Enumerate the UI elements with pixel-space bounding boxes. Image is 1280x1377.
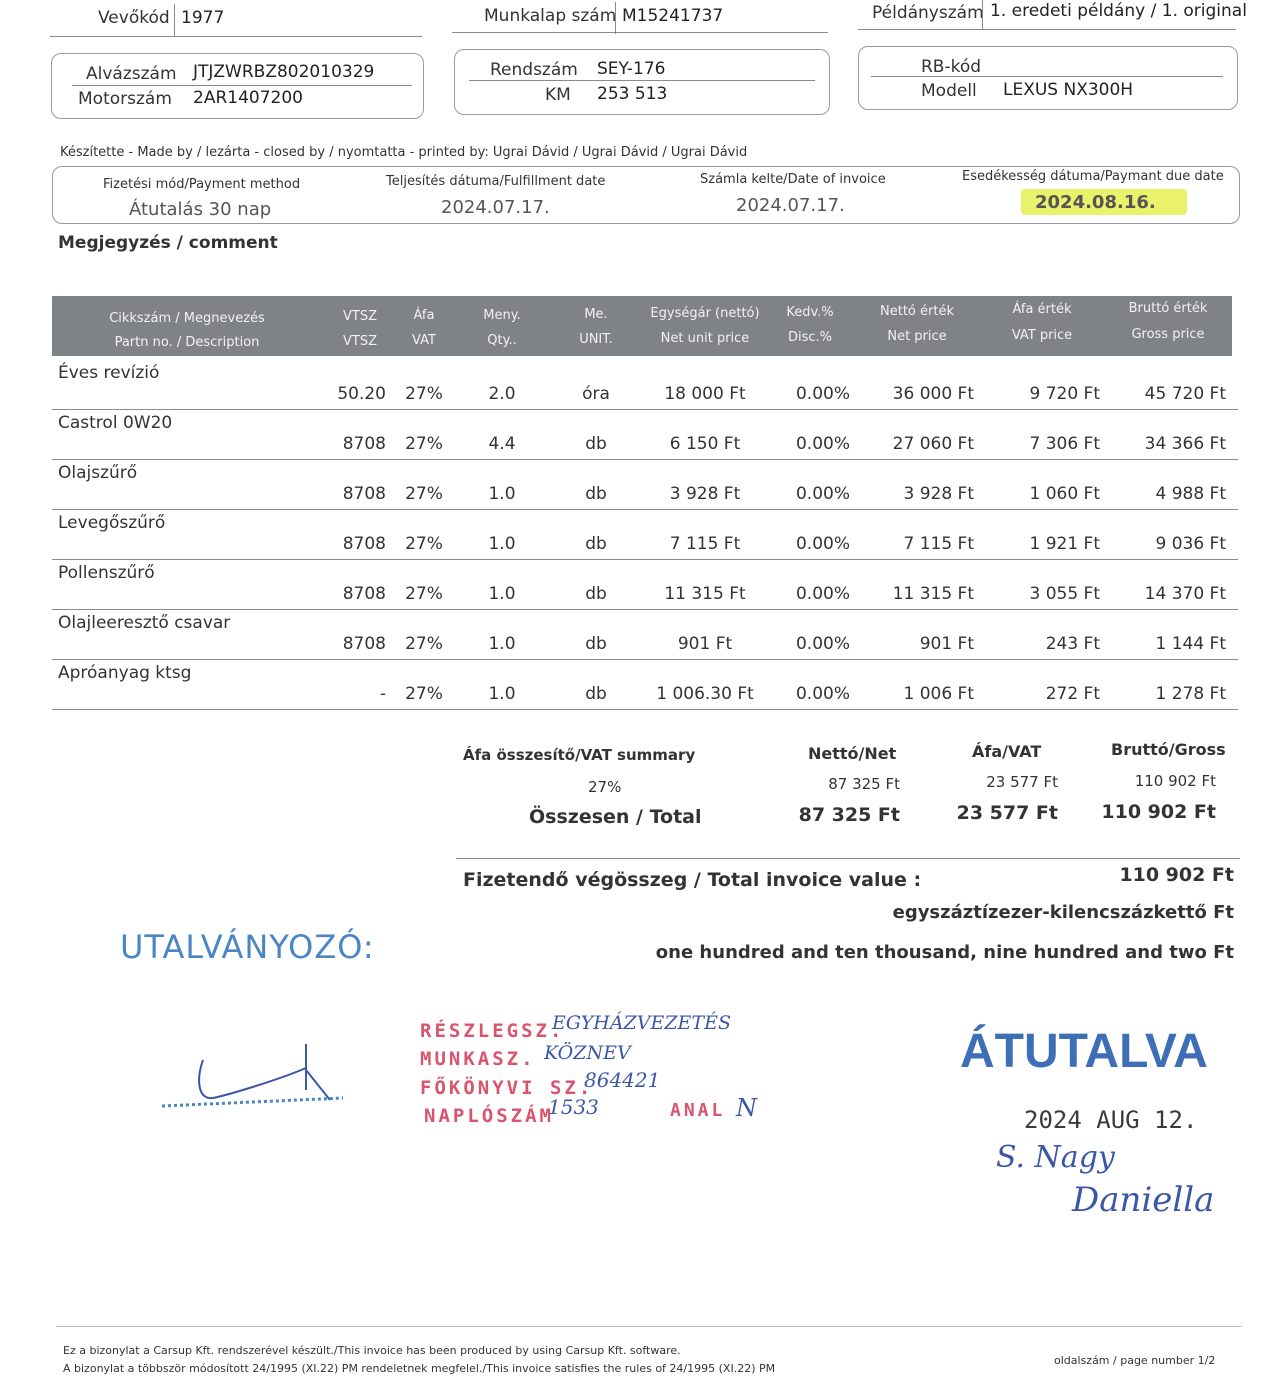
- item-gross: 34 366 Ft: [1144, 434, 1226, 454]
- item-unit: db: [585, 684, 607, 704]
- chassis-label: Alvázszám: [86, 64, 177, 84]
- item-net: 901 Ft: [919, 634, 974, 654]
- item-qty: 1.0: [488, 634, 516, 654]
- summary-rate-net: 87 325 Ft: [828, 775, 900, 793]
- payable-value: 110 902 Ft: [1119, 864, 1234, 886]
- item-description: Olajleeresztő csavar: [58, 613, 231, 633]
- col-unit-hu: Me.: [584, 307, 608, 322]
- item-vat-price: 3 055 Ft: [1029, 584, 1100, 604]
- item-gross: 1 144 Ft: [1155, 634, 1226, 654]
- due-date-value: 2024.08.16.: [1035, 192, 1156, 213]
- item-qty: 1.0: [488, 584, 516, 604]
- col-qty-en: Qty..: [487, 333, 517, 348]
- col-gross-hu: Bruttó érték: [1128, 301, 1208, 316]
- item-vtsz: 8708: [342, 584, 386, 604]
- item-vtsz: 8708: [342, 634, 386, 654]
- item-qty: 1.0: [488, 534, 516, 554]
- chassis-engine-box: [51, 53, 424, 119]
- col-net-en: Net price: [887, 329, 947, 344]
- underline: [469, 80, 815, 81]
- underline: [72, 85, 412, 86]
- summary-vat-header: Áfa/VAT: [972, 742, 1042, 761]
- summary-rate-vat: 23 577 Ft: [986, 773, 1058, 791]
- rb-code-label: RB-kód: [921, 57, 982, 77]
- payable-label: Fizetendő végösszeg / Total invoice value :: [463, 869, 922, 891]
- col-vtsz-hu: VTSZ: [343, 309, 377, 324]
- underline: [50, 36, 422, 37]
- payable-words-hu: egyszáztízezer-kilencszázkettő Ft: [892, 902, 1234, 923]
- item-vtsz: 8708: [342, 484, 386, 504]
- stamp-line-ledger: FŐKÖNYVI SZ.: [420, 1077, 594, 1099]
- item-vat-price: 9 720 Ft: [1029, 384, 1100, 404]
- item-unit-price: 18 000 Ft: [664, 384, 746, 404]
- worksheet-label: Munkalap szám: [484, 6, 617, 26]
- table-row: [52, 360, 1238, 410]
- item-vat: 27%: [405, 384, 443, 404]
- item-vtsz: -: [379, 684, 386, 704]
- stamp-line-anal: ANAL: [670, 1100, 726, 1121]
- item-description: Apróanyag ktsg: [58, 663, 192, 683]
- chassis-value: JTJZWRBZ802010329: [193, 62, 375, 82]
- col-unitprice-en: Net unit price: [660, 331, 750, 346]
- item-vat-price: 7 306 Ft: [1029, 434, 1100, 454]
- item-vat: 27%: [405, 434, 443, 454]
- fulfillment-date-label: Teljesítés dátuma/Fulfillment date: [386, 174, 606, 189]
- stamp-date: 2024 AUG 12.: [1024, 1106, 1198, 1134]
- item-unit-price: 11 315 Ft: [664, 584, 746, 604]
- hand-line-journal: 1533: [548, 1095, 599, 1119]
- item-unit-price: 901 Ft: [677, 634, 733, 654]
- item-unit: óra: [582, 384, 610, 404]
- total-gross: 110 902 Ft: [1101, 801, 1216, 823]
- item-vtsz: 8708: [342, 434, 386, 454]
- col-qty-hu: Meny.: [483, 308, 521, 323]
- engine-value: 2AR1407200: [193, 88, 303, 108]
- prepared-by: Készítette - Made by / lezárta - closed by / nyomtatta - printed by: Ugrai Dávid / Ugrai Dávid / Ugrai Dávid: [60, 145, 748, 160]
- plate-value: SEY-176: [597, 59, 666, 79]
- vat-summary-title: Áfa összesítő/VAT summary: [463, 746, 696, 764]
- table-row: [52, 660, 1238, 710]
- item-discount: 0.00%: [795, 484, 850, 504]
- col-vtsz-en: VTSZ: [343, 334, 377, 349]
- item-unit: db: [585, 434, 607, 454]
- item-gross: 45 720 Ft: [1144, 384, 1226, 404]
- hand-line-worknumber: KÖZNEV: [544, 1042, 631, 1064]
- copy-number-value: 1. eredeti példány / 1. original: [990, 1, 1247, 21]
- summary-rate: 27%: [588, 778, 622, 796]
- item-vat: 27%: [405, 634, 443, 654]
- copy-number-label: Példányszám: [872, 3, 984, 23]
- underline: [858, 29, 1236, 30]
- footer-line-1: Ez a bizonylat a Carsup Kft. rendszerével készült./This invoice has been produced by using Carsup Kft. software.: [63, 1344, 681, 1357]
- row-divider: [52, 709, 1238, 710]
- table-row: [52, 610, 1238, 660]
- stamp-line-worknumber: MUNKASZ.: [420, 1048, 536, 1070]
- item-qty: 1.0: [488, 684, 516, 704]
- payment-box: [52, 166, 1240, 224]
- item-discount: 0.00%: [795, 534, 850, 554]
- item-vtsz: 50.20: [337, 384, 386, 404]
- col-disc-en: Disc.%: [787, 330, 833, 345]
- col-vat-en: VAT: [412, 333, 436, 348]
- item-vat-price: 1 060 Ft: [1029, 484, 1100, 504]
- signature-mark: [158, 1040, 348, 1115]
- footer-line-2: A bizonylat a többször módosított 24/1995 (XI.22) PM rendeletnek megfelel./This invoice satisfies the rules of 24/1995 (XI.22) PM: [63, 1362, 776, 1375]
- item-vat: 27%: [405, 584, 443, 604]
- col-vatprice-en: VAT price: [1011, 328, 1073, 343]
- worksheet-value: M15241737: [622, 6, 724, 26]
- col-desc-hu: Cikkszám / Megnevezés: [109, 311, 265, 326]
- stamp-line-department: RÉSZLEGSZ.: [420, 1020, 565, 1042]
- km-label: KM: [545, 85, 571, 105]
- table-row: [52, 560, 1238, 610]
- col-vatprice-hu: Áfa érték: [1012, 302, 1072, 317]
- item-vat: 27%: [405, 534, 443, 554]
- payable-divider: [456, 858, 1240, 859]
- item-unit: db: [585, 584, 607, 604]
- total-label: Összesen / Total: [529, 806, 702, 828]
- hand-line-anal: N: [736, 1094, 757, 1122]
- page-number: oldalszám / page number 1/2: [1054, 1354, 1216, 1367]
- hand-line-department: EGYHÁZVEZETÉS: [552, 1012, 731, 1034]
- payable-words-en: one hundred and ten thousand, nine hundred and two Ft: [655, 942, 1234, 963]
- item-vat-price: 272 Ft: [1045, 684, 1100, 704]
- model-value: LEXUS NX300H: [1003, 80, 1134, 100]
- table-row: [52, 410, 1238, 460]
- payment-method-label: Fizetési mód/Payment method: [103, 177, 301, 192]
- item-net: 7 115 Ft: [903, 534, 974, 554]
- signature-line-2: Daniella: [1072, 1180, 1215, 1220]
- col-gross-en: Gross price: [1131, 327, 1205, 342]
- item-unit-price: 1 006.30 Ft: [656, 684, 754, 704]
- total-vat: 23 577 Ft: [956, 802, 1058, 824]
- item-qty: 1.0: [488, 484, 516, 504]
- rb-model-box: [858, 46, 1238, 110]
- underline: [871, 76, 1223, 77]
- invoice-date-value: 2024.07.17.: [736, 195, 845, 216]
- item-description: Castrol 0W20: [58, 413, 173, 433]
- total-net: 87 325 Ft: [798, 804, 900, 826]
- comment-label: Megjegyzés / comment: [58, 233, 278, 253]
- divider: [982, 0, 983, 30]
- item-net: 11 315 Ft: [892, 584, 974, 604]
- col-unitprice-hu: Egységár (nettó): [650, 306, 760, 321]
- item-discount: 0.00%: [795, 684, 850, 704]
- item-qty: 4.4: [488, 434, 516, 454]
- item-gross: 14 370 Ft: [1144, 584, 1226, 604]
- item-net: 3 928 Ft: [903, 484, 974, 504]
- item-qty: 2.0: [488, 384, 516, 404]
- fulfillment-date-value: 2024.07.17.: [441, 197, 550, 218]
- item-vat: 27%: [405, 684, 443, 704]
- item-description: Olajszűrő: [58, 463, 138, 483]
- item-vtsz: 8708: [342, 534, 386, 554]
- footer-divider: [56, 1326, 1242, 1327]
- hand-line-ledger: 864421: [584, 1068, 661, 1092]
- item-discount: 0.00%: [795, 434, 850, 454]
- items-table-header: [52, 296, 1232, 356]
- payment-method-value: Átutalás 30 nap: [129, 199, 272, 220]
- due-date-label: Esedékesség dátuma/Paymant due date: [962, 169, 1224, 184]
- table-row: [52, 510, 1238, 560]
- col-unit-en: UNIT.: [579, 332, 613, 347]
- col-desc-en: Partn no. / Description: [114, 335, 260, 350]
- item-unit-price: 6 150 Ft: [669, 434, 741, 454]
- item-discount: 0.00%: [795, 634, 850, 654]
- table-row: [52, 460, 1238, 510]
- item-net: 27 060 Ft: [892, 434, 974, 454]
- utalvanyozo-stamp: UTALVÁNYOZÓ:: [120, 928, 375, 966]
- item-description: Éves revízió: [58, 363, 160, 383]
- item-description: Pollenszűrő: [58, 563, 155, 583]
- km-value: 253 513: [597, 84, 668, 104]
- divider: [615, 2, 616, 34]
- col-disc-hu: Kedv.%: [786, 305, 834, 320]
- item-net: 1 006 Ft: [903, 684, 974, 704]
- invoice-date-label: Számla kelte/Date of invoice: [700, 172, 886, 187]
- col-vat-hu: Áfa: [413, 308, 435, 323]
- item-unit: db: [585, 634, 607, 654]
- signature-line-1: S. Nagy: [996, 1140, 1115, 1175]
- model-label: Modell: [921, 81, 977, 101]
- item-discount: 0.00%: [795, 584, 850, 604]
- item-vat-price: 1 921 Ft: [1029, 534, 1100, 554]
- summary-net-header: Nettó/Net: [808, 744, 897, 763]
- customer-code-value: 1977: [181, 8, 225, 28]
- summary-rate-gross: 110 902 Ft: [1134, 772, 1216, 790]
- customer-code-label: Vevőkód: [98, 8, 170, 28]
- item-unit: db: [585, 534, 607, 554]
- summary-gross-header: Bruttó/Gross: [1111, 740, 1226, 759]
- item-unit: db: [585, 484, 607, 504]
- engine-label: Motorszám: [78, 89, 172, 109]
- item-description: Levegőszűrő: [58, 513, 166, 533]
- plate-label: Rendszám: [490, 60, 578, 80]
- item-unit-price: 7 115 Ft: [669, 534, 741, 554]
- item-discount: 0.00%: [795, 384, 850, 404]
- item-vat: 27%: [405, 484, 443, 504]
- divider: [174, 4, 175, 36]
- item-vat-price: 243 Ft: [1045, 634, 1100, 654]
- item-unit-price: 3 928 Ft: [669, 484, 741, 504]
- item-gross: 1 278 Ft: [1155, 684, 1226, 704]
- underline: [452, 32, 828, 33]
- item-gross: 4 988 Ft: [1155, 484, 1226, 504]
- plate-km-box: [454, 49, 830, 115]
- atutalva-stamp: ÁTUTALVA: [960, 1025, 1208, 1078]
- stamp-line-journal: NAPLÓSZÁM: [424, 1105, 554, 1127]
- item-net: 36 000 Ft: [892, 384, 974, 404]
- item-gross: 9 036 Ft: [1155, 534, 1226, 554]
- col-net-hu: Nettó érték: [880, 304, 954, 319]
